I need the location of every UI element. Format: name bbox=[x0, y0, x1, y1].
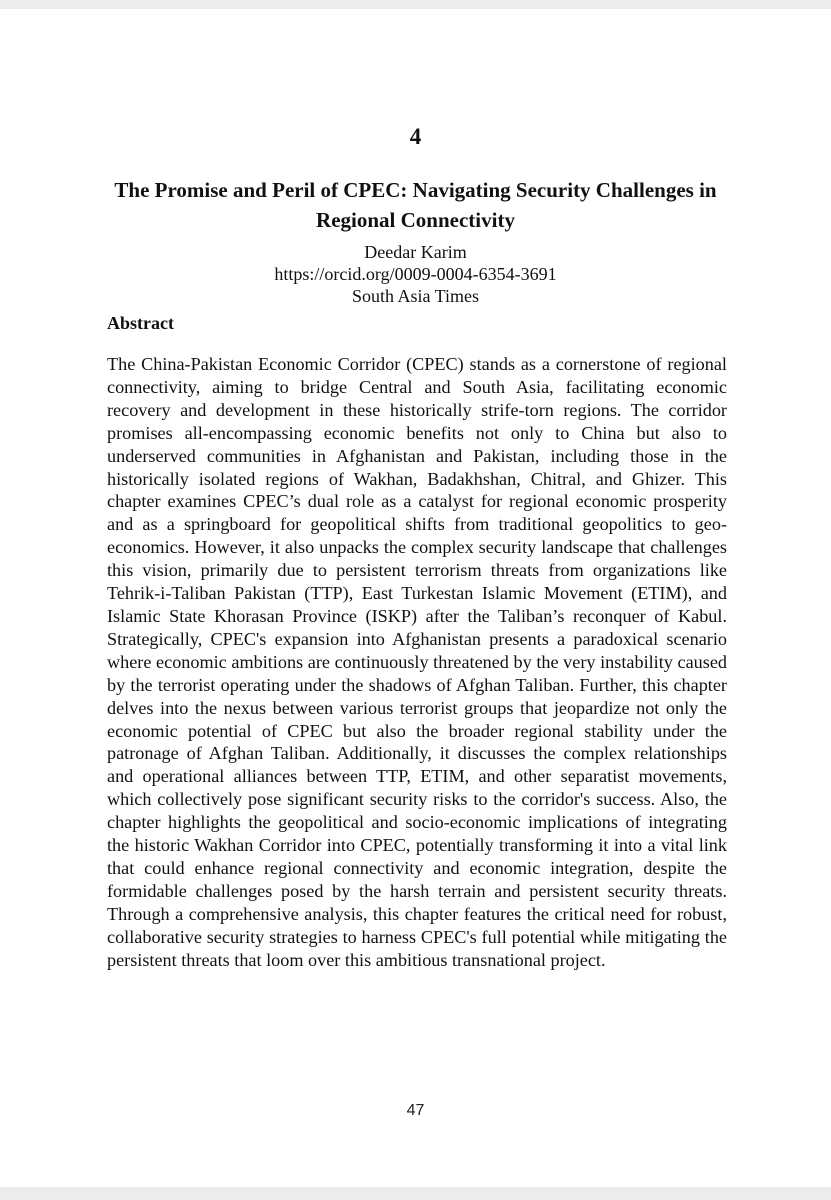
abstract-heading: Abstract bbox=[107, 313, 174, 333]
page-number: 47 bbox=[406, 1102, 425, 1119]
author-orcid: https://orcid.org/0009-0004-6354-3691 bbox=[274, 264, 557, 284]
abstract-body: The China-Pakistan Economic Corridor (CPEC) stands as a cornerstone of regional connectivity, aiming to bridge Central and South Asia, facilitating economic recovery and development in these historically strife-torn regions. The corridor promises all-encompassing economic benefits not only to China but also to underserved communities in Afghanistan and Pakistan, including those in the historically isolated regions of Wakhan, Badakhshan, Chitral, and Ghizer. This chapter examines CPEC’s dual role as a catalyst for regional economic prosperity and as a springboard for geopolitical shifts from traditional geopolitics to geo-economics. However, it also unpacks the complex security landscape that challenges this vision, primarily due to persistent terrorism threats from organizations like Tehrik-i-Taliban Pakistan (TTP), East Turkestan Islamic Movement (ETIM), and Islamic State Khorasan Province (ISKP) after the Taliban’s reconquer of Kabul. Strategically, CPEC's expansion into Afghanistan presents a paradoxical scenario where economic ambitions are continuously threatened by the very instability caused by the terrorist operating under the shadows of Afghan Taliban. Further, this chapter delves into the nexus between various terrorist groups that jeopardize not only the economic potential of CPEC but also the broader regional stability under the patronage of Afghan Taliban. Additionally, it discusses the complex relationships and operational alliances between TTP, ETIM, and other separatist movements, which collectively pose significant security risks to the corridor's success. Also, the chapter highlights the geopolitical and socio-economic implications of integrating the historic Wakhan Corridor into CPEC, potentially transforming it into a vital link that could enhance regional connectivity and economic integration, despite the formidable challenges posed by the harsh terrain and persistent security threats. Through a comprehensive analysis, this chapter features the critical need for robust, collaborative security strategies to harness CPEC's full potential while mitigating the persistent threats that loom over this ambitious transnational project. bbox=[107, 354, 727, 970]
author-affiliation: South Asia Times bbox=[351, 286, 480, 306]
author-block bbox=[0, 241, 831, 307]
author-name: Deedar Karim bbox=[364, 242, 467, 262]
document-page bbox=[0, 9, 831, 1187]
chapter-title: The Promise and Peril of CPEC: Navigating Security Challenges in Regional Connectivity bbox=[114, 178, 717, 232]
chapter-number: 4 bbox=[409, 124, 422, 149]
